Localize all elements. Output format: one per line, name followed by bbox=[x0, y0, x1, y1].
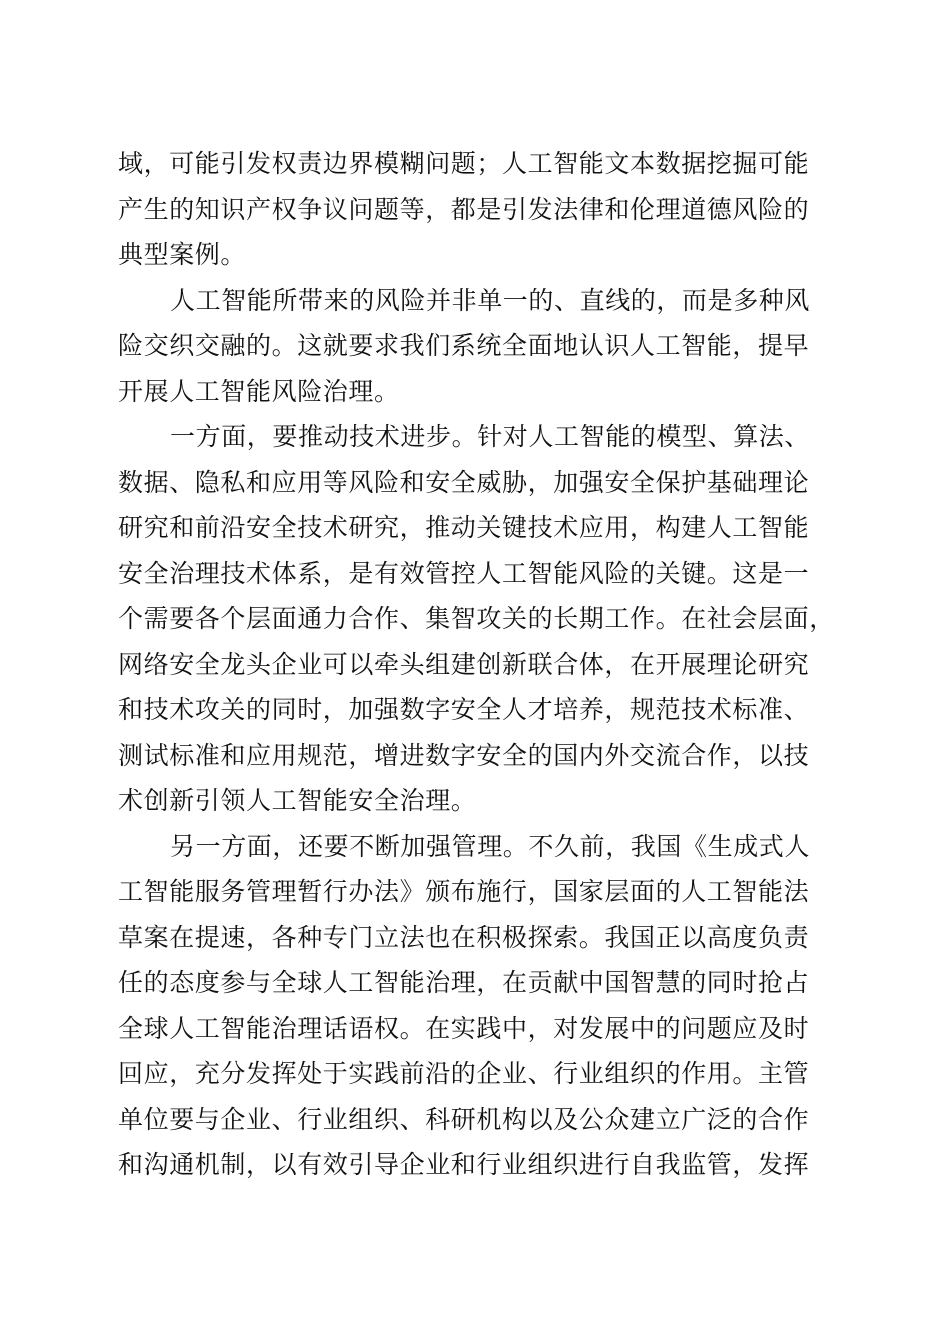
paragraph-3 bbox=[118, 414, 838, 824]
text-line: 工智能服务管理暂行办法》颁布施行，国家层面的人工智能法 bbox=[118, 877, 810, 906]
text-line: 任的态度参与全球人工智能治理，在贡献中国智慧的同时抢占 bbox=[118, 968, 810, 997]
paragraph-1 bbox=[118, 141, 838, 278]
paragraph-2 bbox=[118, 278, 838, 415]
text-line: 术创新引领人工智能安全治理。 bbox=[118, 786, 477, 815]
text-line: 和沟通机制，以有效引导企业和行业组织进行自我监管，发挥 bbox=[118, 1150, 810, 1179]
paragraph-4 bbox=[118, 824, 838, 1188]
text-line: 全球人工智能治理话语权。在实践中，对发展中的问题应及时 bbox=[118, 1013, 810, 1043]
text-line: 数据、隐私和应用等风险和安全威胁，加强安全保护基础理论 bbox=[118, 467, 810, 497]
text-line: 和技术攻关的同时，加强数字安全人才培养，规范技术标准、 bbox=[118, 695, 810, 724]
text-line: 个需要各个层面通力合作、集智攻关的长期工作。在社会层面， bbox=[118, 604, 835, 633]
text-line: 产生的知识产权争议问题等，都是引发法律和伦理道德风险的 bbox=[118, 194, 810, 224]
text-line: 另一方面，还要不断加强管理。不久前，我国《生成式人 bbox=[170, 831, 811, 861]
body-text bbox=[118, 141, 838, 1188]
text-line: 回应，充分发挥处于实践前沿的企业、行业组织的作用。主管 bbox=[118, 1059, 810, 1088]
text-line: 网络安全龙头企业可以牵头组建创新联合体，在开展理论研究 bbox=[118, 649, 810, 679]
text-line: 域，可能引发权责边界模糊问题；人工智能文本数据挖掘可能 bbox=[118, 149, 810, 178]
text-line: 安全治理技术体系，是有效管控人工智能风险的关键。这是一 bbox=[118, 558, 810, 588]
text-line: 单位要与企业、行业组织、科研机构以及公众建立广泛的合作 bbox=[118, 1104, 810, 1134]
text-line: 人工智能所带来的风险并非单一的、直线的，而是多种风 bbox=[170, 285, 811, 315]
text-line: 开展人工智能风险治理。 bbox=[118, 376, 400, 406]
text-line: 一方面，要推动技术进步。针对人工智能的模型、算法、 bbox=[170, 422, 811, 451]
text-line: 草案在提速，各种专门立法也在积极探索。我国正以高度负责 bbox=[118, 922, 810, 952]
text-line: 测试标准和应用规范，增进数字安全的国内外交流合作，以技 bbox=[118, 740, 810, 770]
text-line: 研究和前沿安全技术研究，推动关键技术应用，构建人工智能 bbox=[118, 513, 810, 542]
text-line: 典型案例。 bbox=[118, 240, 247, 269]
text-line: 险交织交融的。这就要求我们系统全面地认识人工智能，提早 bbox=[118, 331, 810, 360]
